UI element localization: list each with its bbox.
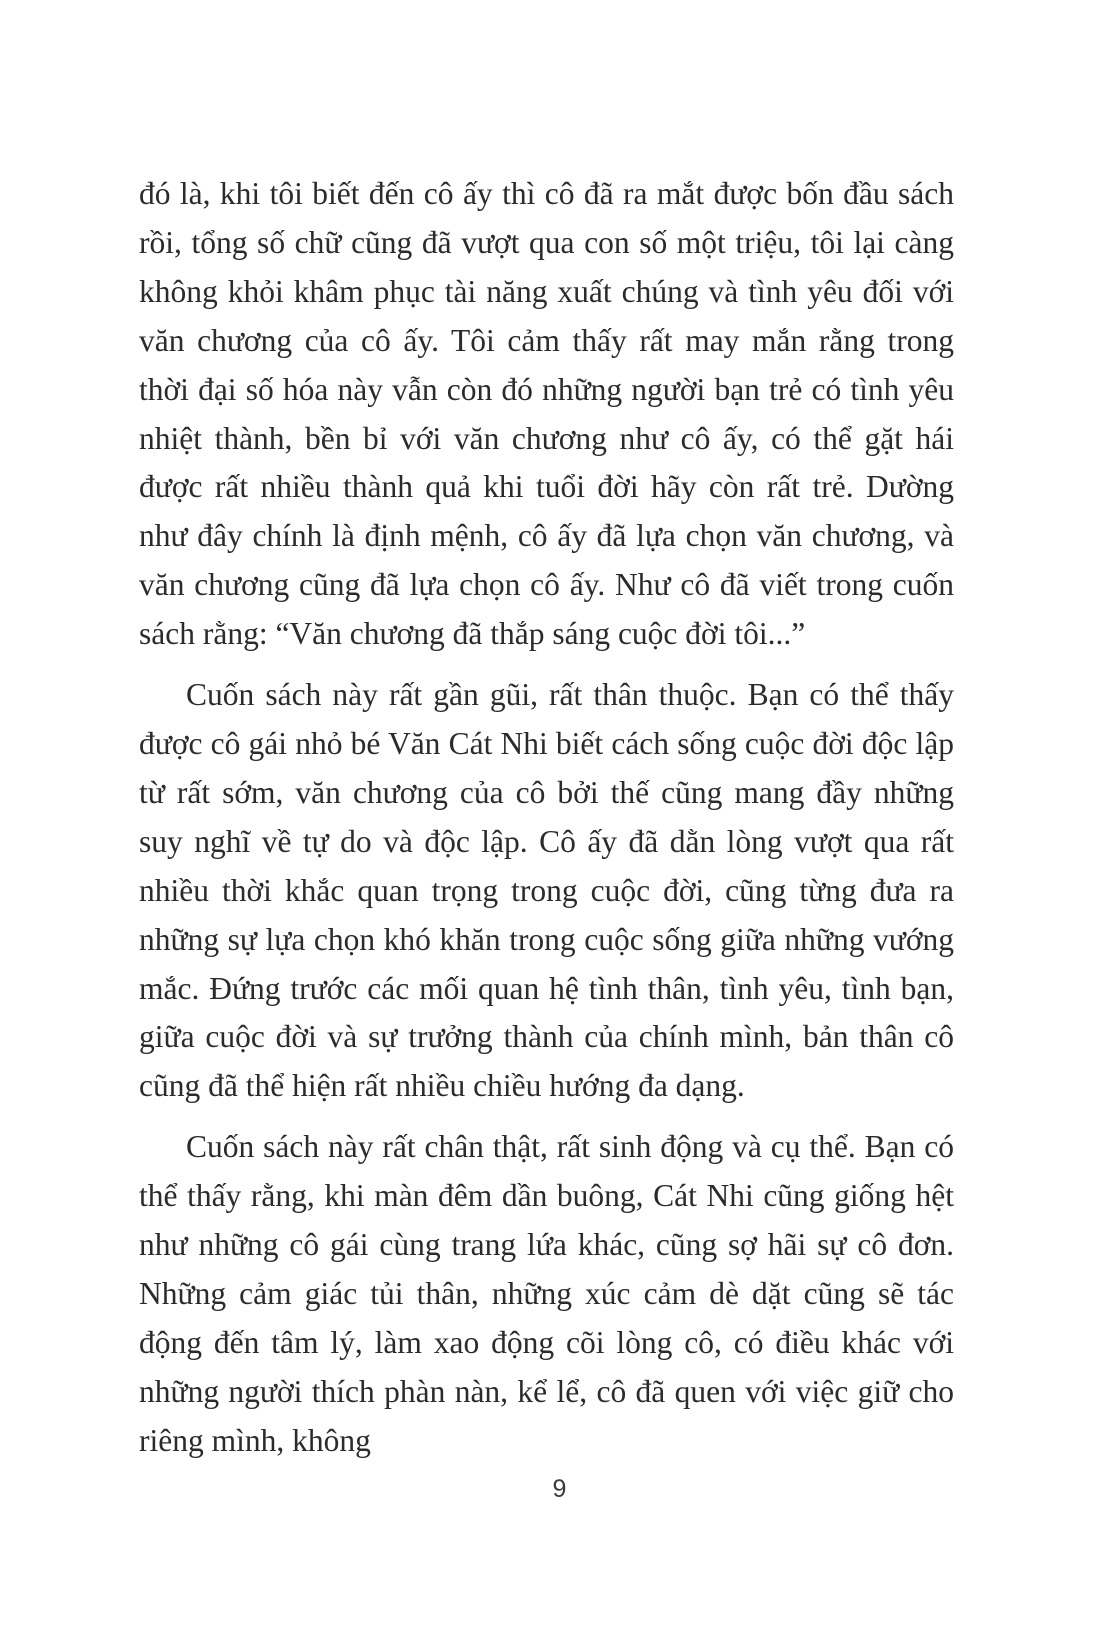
paragraph-3: Cuốn sách này rất chân thật, rất sinh động và cụ thể. Bạn có thể thấy rằng, khi màn đêm dần buông, Cát Nhi cũng giống hệt như những cô gái cùng trang lứa khác, cũng sợ hãi sự cô đơn. Những cảm giác tủi thân, những xúc cảm dè dặt cũng sẽ tác động đến tâm lý, làm xao động cõi lòng cô, có điều khác với những người thích phàn nàn, kể lể, cô đã quen với việc giữ cho riêng mình, không <box>139 1129 954 1458</box>
body-text <box>139 170 954 1466</box>
page-number: 9 <box>552 1475 567 1503</box>
paragraph-2: Cuốn sách này rất gần gũi, rất thân thuộc. Bạn có thể thấy được cô gái nhỏ bé Văn Cát Nhi biết cách sống cuộc đời độc lập từ rất sớm, văn chương của cô bởi thế cũng mang đầy những suy nghĩ về tự do và độc lập. Cô ấy đã dằn lòng vượt qua rất nhiều thời khắc quan trọng trong cuộc đời, cũng từng đưa ra những sự lựa chọn khó khăn trong cuộc sống giữa những vướng mắc. Đứng trước các mối quan hệ tình thân, tình yêu, tình bạn, giữa cuộc đời và sự trưởng thành của chính mình, bản thân cô cũng đã thể hiện rất nhiều chiều hướng đa dạng. <box>139 677 954 1104</box>
paragraph-continuation: đó là, khi tôi biết đến cô ấy thì cô đã ra mắt được bốn đầu sách rồi, tổng số chữ cũng đã vượt qua con số một triệu, tôi lại càng không khỏi khâm phục tài năng xuất chúng và tình yêu đối với văn chương của cô ấy. Tôi cảm thấy rất may mắn rằng trong thời đại số hóa này vẫn còn đó những người bạn trẻ có tình yêu nhiệt thành, bền bỉ với văn chương như cô ấy, có thể gặt hái được rất nhiều thành quả khi tuổi đời hãy còn rất trẻ. Dường như đây chính là định mệnh, cô ấy đã lựa chọn văn chương, và văn chương cũng đã lựa chọn cô ấy. Như cô đã viết trong cuốn sách rằng: “Văn chương đã thắp sáng cuộc đời tôi...” <box>139 176 954 652</box>
